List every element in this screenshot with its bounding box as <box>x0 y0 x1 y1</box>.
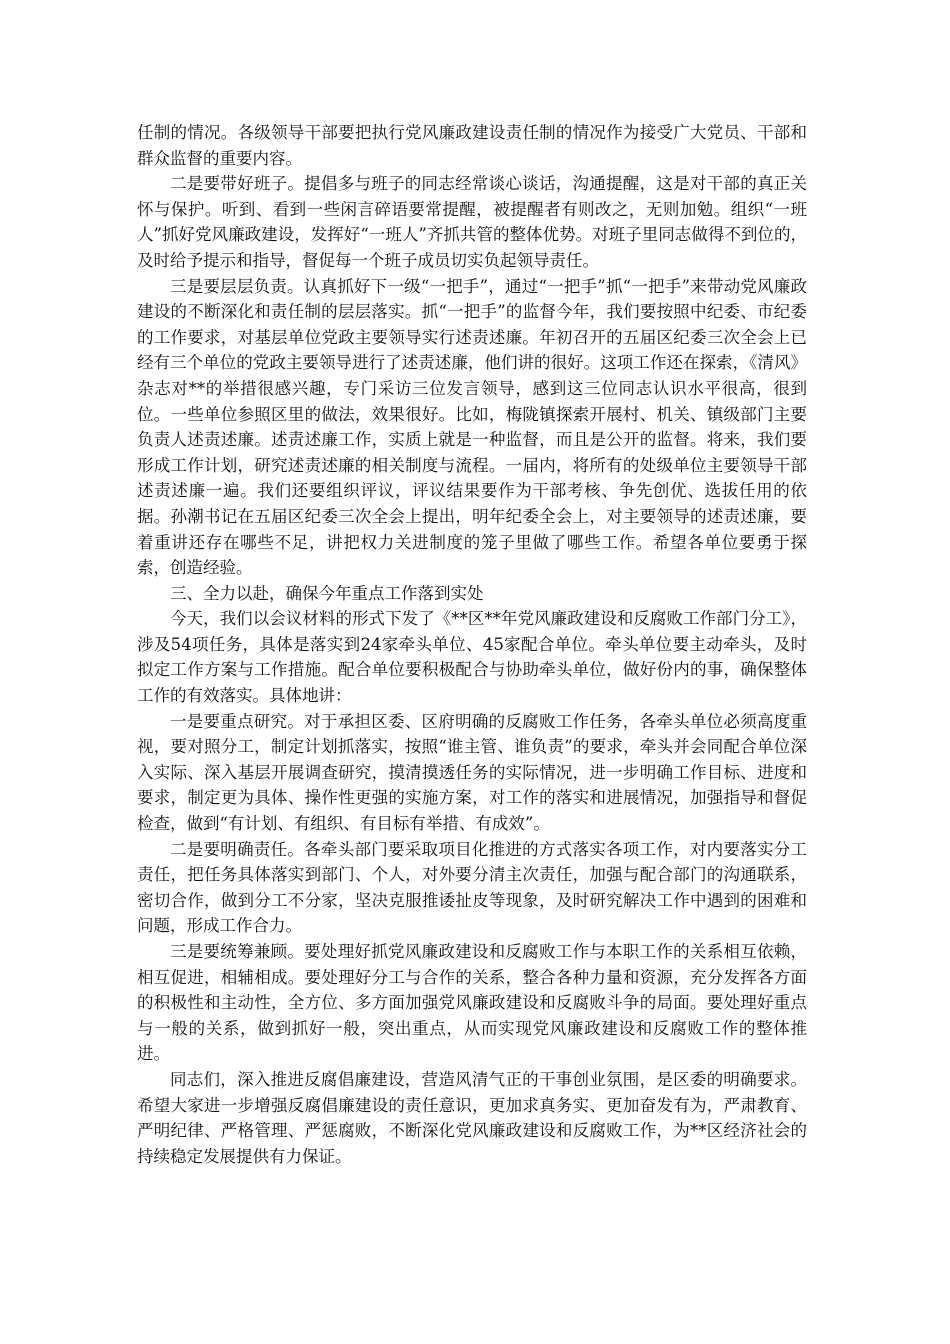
paragraph-lead-team: 二是要带好班子。提倡多与班子的同志经常谈心谈话，沟通提醒，这是对干部的真正关怀与保护。听到、看到一些闲言碎语要常提醒，被提醒者有则改之，无则加勉。组织“一班人”抓好党风廉政建设，发挥好“一班人”齐抓共管的整体优势。对班子里同志做得不到位的，及时给予提示和指导，督促每一个班子成员切实负起领导责任。 <box>137 174 807 270</box>
paragraph-clear-responsibility: 二是要明确责任。各牵头部门要采取项目化推进的方式落实各项工作，对内要落实分工责任，把任务具体落实到部门、个人，对外要分清主次责任，加强与配合部门的沟通联系，密切合作，做到分工不分家，坚决克服推诿扯皮等现象，及时研究解决工作中遇到的困难和问题，形成工作合力。 <box>137 839 807 936</box>
paragraph-layer-responsibility: 三是要层层负责。认真抓好下一级“一把手”，通过“一把手”抓“一把手”来带动党风廉政建设的不断深化和责任制的层层落实。抓“一把手”的监督今年，我们要按照中纪委、市纪委的工作要求，对基层单位党政主要领导实行述责述廉。年初召开的五届区纪委三次全会上已经有三个单位的党政主要领导进行了述责述廉，他们讲的很好。这项工作还在探索，《清风》杂志对**的举措很感兴趣，专门采访三位发言领导，感到这三位同志认识水平很高，很到位。一些单位参照区里的做法，效果很好。比如，梅陇镇探索开展村、机关、镇级部门主要负责人述责述廉。述责述廉工作，实质上就是一种监督，而且是公开的监督。将来，我们要形成工作计划，研究述责述廉的相关制度与流程。一届内，将所有的处级单位主要领导干部述责述廉一遍。我们还要组织评议，评议结果要作为干部考核、争先创优、选拔任用的依据。孙潮书记在五届区纪委三次全会上提出，明年纪委全会上，对主要领导的述责述廉，要着重讲还存在哪些不足，讲把权力关进制度的笼子里做了哪些工作。希望各单位要勇于探索，创造经验。 <box>137 276 807 578</box>
paragraph-key-research: 一是要重点研究。对于承担区委、区府明确的反腐败工作任务，各牵头单位必须高度重视，要对照分工，制定计划抓落实，按照“谁主管、谁负责”的要求，牵头并会同配合单位深入实际、深入基层开展调查研究，摸清摸透任务的实际情况，进一步明确工作目标、进度和要求，制定更为具体、操作性更强的实施方案，对工作的落实和进展情况，加强指导和督促检查，做到“有计划、有组织、有目标有举措、有成效”。 <box>137 711 807 834</box>
paragraph-overall-planning: 三是要统筹兼顾。要处理好抓党风廉政建设和反腐败工作与本职工作的关系相互依赖，相互促进，相辅相成。要处理好分工与合作的关系，整合各种力量和资源，充分发挥各方面的积极性和主动性，全方位、多方面加强党风廉政建设和反腐败斗争的局面。要处理好重点与一般的关系，做到抓好一般，突出重点，从而实现党风廉政建设和反腐败工作的整体推进。 <box>137 942 807 1064</box>
paragraph-task-division: 今天，我们以会议材料的形式下发了《**区**年党风廉政建设和反腐败工作部门分工》，涉及54项任务，具体是落实到24家牵头单位、45家配合单位。牵头单位要主动牵头，及时拟定工作方案与工作措施。配合单位要积极配合与协助牵头单位，做好份内的事，确保整体工作的有效落实。具体地讲： <box>137 609 807 706</box>
document-body <box>137 120 807 1169</box>
section-heading-three: 三、全力以赴，确保今年重点工作落到实处 <box>170 583 484 603</box>
paragraph-continuation: 任制的情况。各级领导干部要把执行党风廉政建设责任制的情况作为接受广大党员、干部和群众监督的重要内容。 <box>137 123 807 168</box>
paragraph-closing: 同志们，深入推进反腐倡廉建设，营造风清气正的干事创业氛围，是区委的明确要求。希望大家进一步增强反腐倡廉建设的责任意识，更加求真务实、更加奋发有为，严肃教育、严明纪律、严格管理、严惩腐败，不断深化党风廉政建设和反腐败工作，为**区经济社会的持续稳定发展提供有力保证。 <box>137 1069 807 1166</box>
